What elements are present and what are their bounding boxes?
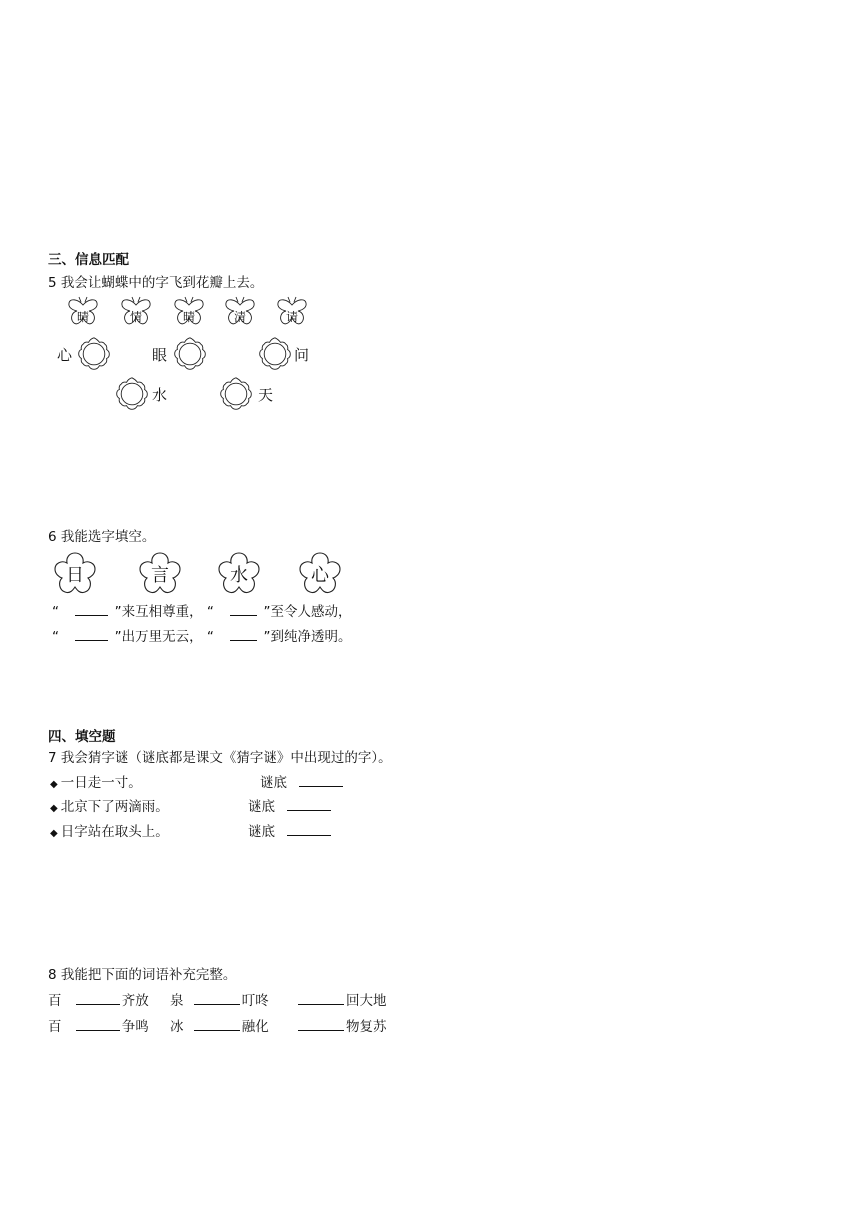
flower-icon xyxy=(114,376,150,412)
butterfly-char: 清 xyxy=(233,309,246,324)
diamond-bullet-icon: ◆ xyxy=(50,779,58,790)
blank-field[interactable] xyxy=(75,628,108,641)
riddle-text: 一日走一寸。 xyxy=(60,775,142,791)
section-4-title: 四、填空题 xyxy=(48,729,116,745)
riddle-text: 北京下了两滴雨。 xyxy=(60,799,169,815)
q6-line-text: ”出万里无云， xyxy=(114,629,203,645)
riddle-3-answer xyxy=(248,820,333,840)
word-suffix: 融化 xyxy=(241,1019,269,1035)
butterfly-5[interactable] xyxy=(276,296,308,328)
q8-row-1-item-2 xyxy=(170,989,269,1009)
word-prefix: 百 xyxy=(48,1019,62,1035)
word-prefix: 冰 xyxy=(170,1019,184,1035)
butterfly-2[interactable] xyxy=(120,296,152,328)
diamond-bullet-icon: ◆ xyxy=(50,828,58,839)
riddle-text: 日字站在取头上。 xyxy=(60,824,169,840)
answer-label: 谜底 xyxy=(260,775,287,791)
butterfly-1[interactable] xyxy=(67,296,99,328)
word-blank[interactable] xyxy=(298,1018,344,1031)
option-char: 心 xyxy=(311,565,329,586)
word-blank[interactable] xyxy=(76,992,120,1005)
word-prefix: 泉 xyxy=(170,993,184,1009)
section-3-title: 三、信息匹配 xyxy=(48,252,129,268)
butterfly-4[interactable] xyxy=(224,296,256,328)
q6-line-2 xyxy=(52,625,351,645)
quote-open: “ xyxy=(206,629,214,645)
q6-line-text: ”来互相尊重， xyxy=(114,604,203,620)
word-blank[interactable] xyxy=(194,1018,240,1031)
butterfly-char: 晴 xyxy=(182,309,195,324)
option-char: 日 xyxy=(66,565,84,586)
flower-label-yan: 眼 xyxy=(152,346,168,364)
q6-line-1 xyxy=(52,600,351,620)
answer-label: 谜底 xyxy=(248,824,275,840)
flower-icon xyxy=(257,336,293,372)
question-5-prompt: 5 我会让蝴蝶中的字飞到花瓣上去。 xyxy=(48,275,264,291)
word-suffix: 回大地 xyxy=(346,993,387,1009)
answer-label: 谜底 xyxy=(248,799,275,815)
riddle-1-answer xyxy=(260,771,345,791)
flower-target-1[interactable] xyxy=(76,336,112,372)
butterfly-char: 请 xyxy=(285,309,298,324)
quote-open: “ xyxy=(52,604,59,620)
flower-target-4[interactable] xyxy=(114,376,150,412)
q8-row-1-item-3 xyxy=(296,989,387,1009)
butterfly-3[interactable] xyxy=(173,296,205,328)
q8-row-2-item-2 xyxy=(170,1015,269,1035)
option-flower-3[interactable] xyxy=(215,550,263,598)
word-blank[interactable] xyxy=(298,992,344,1005)
answer-field[interactable] xyxy=(287,798,331,811)
blank-field[interactable] xyxy=(75,603,108,616)
flower-label-tian: 天 xyxy=(258,386,274,404)
word-blank[interactable] xyxy=(194,992,240,1005)
word-suffix: 齐放 xyxy=(121,993,149,1009)
option-char: 水 xyxy=(230,565,248,586)
riddle-2 xyxy=(50,795,169,815)
flower-target-3[interactable] xyxy=(257,336,293,372)
riddle-2-answer xyxy=(248,795,333,815)
diamond-bullet-icon: ◆ xyxy=(50,803,58,814)
q6-line-text: ”到纯净透明。 xyxy=(263,629,352,645)
q8-row-1 xyxy=(48,989,149,1009)
quote-open: “ xyxy=(206,604,214,620)
word-suffix: 争鸣 xyxy=(121,1019,149,1035)
q6-line-text: ”至令人感动， xyxy=(263,604,352,620)
question-7-prompt: 7 我会猜字谜（谜底都是课文《猜字谜》中出现过的字）。 xyxy=(48,750,392,766)
flower-target-5[interactable] xyxy=(218,376,254,412)
flower-label-shui: 水 xyxy=(152,386,168,404)
word-prefix: 百 xyxy=(48,993,62,1009)
answer-field[interactable] xyxy=(299,774,343,787)
option-char: 言 xyxy=(151,565,169,586)
q8-row-2 xyxy=(48,1015,149,1035)
flower-label-xin: 心 xyxy=(57,346,73,364)
question-8-prompt: 8 我能把下面的词语补充完整。 xyxy=(48,967,237,983)
flower-icon xyxy=(218,376,254,412)
answer-field[interactable] xyxy=(287,823,331,836)
flower-target-2[interactable] xyxy=(172,336,208,372)
riddle-3 xyxy=(50,820,169,840)
word-suffix: 叮咚 xyxy=(241,993,269,1009)
question-6-prompt: 6 我能选字填空。 xyxy=(48,529,156,545)
flower-label-wen: 问 xyxy=(294,346,310,364)
option-flower-4[interactable] xyxy=(296,550,344,598)
flower-icon xyxy=(172,336,208,372)
flower-icon xyxy=(76,336,112,372)
blank-field[interactable] xyxy=(230,603,257,616)
option-flower-2[interactable] xyxy=(136,550,184,598)
q8-row-2-item-3 xyxy=(296,1015,387,1035)
riddle-1 xyxy=(50,771,142,791)
option-flower-1[interactable] xyxy=(51,550,99,598)
blank-field[interactable] xyxy=(230,628,257,641)
word-suffix: 物复苏 xyxy=(346,1019,387,1035)
quote-open: “ xyxy=(52,629,59,645)
butterfly-char: 情 xyxy=(129,309,142,324)
word-blank[interactable] xyxy=(76,1018,120,1031)
butterfly-char: 晴 xyxy=(76,309,89,324)
